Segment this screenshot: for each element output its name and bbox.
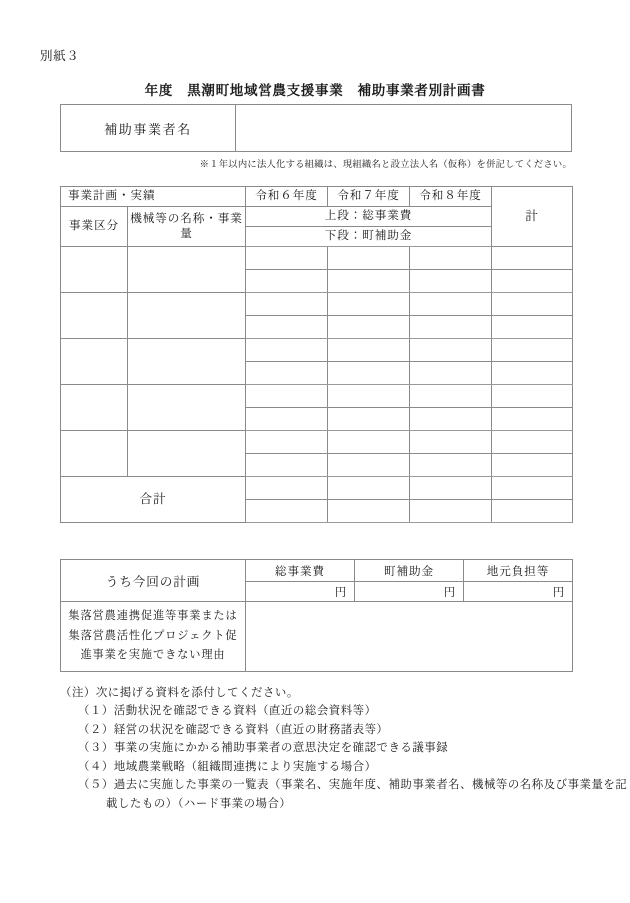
cell-lower-y1[interactable] (246, 316, 328, 339)
current-plan-label: うち今回の計画 (61, 560, 246, 602)
current-plan-value-total-cost[interactable]: 円 (246, 582, 355, 602)
header-year-1: 令和６年度 (246, 187, 328, 207)
table-sum-row (61, 477, 573, 500)
table-row (61, 339, 573, 362)
cell-lower-y2[interactable] (328, 270, 410, 293)
cell-lower-total[interactable] (492, 454, 573, 477)
cell-lower-y3[interactable] (410, 408, 492, 431)
note-item-5: （５）過去に実施した事業の一覧表（事業名、実施年度、補助事業者名、機械等の名称及び事業量を記 (78, 779, 628, 792)
cell-category[interactable] (61, 431, 128, 477)
cell-upper-y2[interactable] (328, 293, 410, 316)
cell-upper-y1[interactable] (246, 431, 328, 454)
cell-upper-y1[interactable] (246, 385, 328, 408)
sum-lower-y2[interactable] (328, 500, 410, 523)
page-title: 年度 黒潮町地域営農支援事業 補助事業者別計画書 (144, 83, 486, 98)
applicant-name-input[interactable] (236, 105, 571, 151)
sum-upper-total[interactable] (492, 477, 573, 500)
document-label: 別紙３ (40, 49, 80, 63)
applicant-note: ※１年以内に法人化する組織は、現組織名と設立法人名（仮称）を併記してください。 (199, 160, 572, 170)
plan-results-table (60, 186, 573, 523)
cell-lower-y3[interactable] (410, 362, 492, 385)
cell-upper-y2[interactable] (328, 385, 410, 408)
cell-upper-y2[interactable] (328, 431, 410, 454)
table-row (61, 293, 573, 316)
table-row (61, 431, 573, 454)
header-plan-title: 事業計画・実績 (61, 187, 246, 207)
applicant-name-box (60, 104, 572, 152)
header-total: 計 (492, 187, 573, 247)
reason-label: 集落営農連携促進等事業または集落営農活性化プロジェクト促進事業を実施できない理由 (61, 602, 246, 672)
cell-category[interactable] (61, 293, 128, 339)
note-item-5-continuation: 載したもの）（ハード事業の場合） (106, 797, 292, 810)
sum-label: 合計 (61, 477, 246, 523)
note-item-2: （２）経営の状況を確認できる資料（直近の財務諸表等） (78, 723, 389, 736)
cell-upper-y2[interactable] (328, 339, 410, 362)
reason-row (61, 602, 573, 672)
current-plan-table (60, 559, 573, 672)
cell-lower-y1[interactable] (246, 408, 328, 431)
cell-upper-y3[interactable] (410, 385, 492, 408)
cell-upper-total[interactable] (492, 339, 573, 362)
table-row (61, 385, 573, 408)
cell-upper-total[interactable] (492, 385, 573, 408)
cell-lower-y1[interactable] (246, 362, 328, 385)
cell-lower-y1[interactable] (246, 454, 328, 477)
cell-lower-y1[interactable] (246, 270, 328, 293)
sum-lower-y3[interactable] (410, 500, 492, 523)
notes-heading: （注）次に掲げる資料を添付してください。 (60, 687, 299, 699)
header-year-3: 令和８年度 (410, 187, 492, 207)
sum-upper-y2[interactable] (328, 477, 410, 500)
cell-upper-total[interactable] (492, 247, 573, 270)
note-item-3: （３）事業の実施にかかる補助事業者の意思決定を確認できる議事録 (78, 742, 449, 755)
cell-lower-y2[interactable] (328, 316, 410, 339)
cell-lower-total[interactable] (492, 362, 573, 385)
cell-upper-total[interactable] (492, 431, 573, 454)
cell-lower-y2[interactable] (328, 454, 410, 477)
current-plan-value-local-burden[interactable]: 円 (464, 582, 573, 602)
header-upper-row-note: 上段：総事業費 (246, 207, 492, 227)
cell-upper-y3[interactable] (410, 339, 492, 362)
cell-category[interactable] (61, 247, 128, 293)
current-plan-col-total-cost: 総事業費 (246, 560, 355, 582)
cell-upper-y1[interactable] (246, 339, 328, 362)
current-plan-header-row (61, 560, 573, 582)
header-category: 事業区分 (61, 207, 128, 247)
current-plan-col-town-subsidy: 町補助金 (355, 560, 464, 582)
cell-upper-y3[interactable] (410, 247, 492, 270)
current-plan-col-local-burden: 地元負担等 (464, 560, 573, 582)
reason-input[interactable] (246, 602, 573, 672)
cell-lower-y2[interactable] (328, 362, 410, 385)
cell-lower-y3[interactable] (410, 454, 492, 477)
sum-upper-y3[interactable] (410, 477, 492, 500)
cell-item[interactable] (128, 293, 246, 339)
sum-lower-total[interactable] (492, 500, 573, 523)
current-plan-value-town-subsidy[interactable]: 円 (355, 582, 464, 602)
cell-upper-y3[interactable] (410, 431, 492, 454)
cell-lower-total[interactable] (492, 316, 573, 339)
cell-upper-total[interactable] (492, 293, 573, 316)
table-header-row (61, 187, 573, 207)
cell-item[interactable] (128, 247, 246, 293)
cell-category[interactable] (61, 385, 128, 431)
cell-item[interactable] (128, 431, 246, 477)
cell-category[interactable] (61, 339, 128, 385)
cell-lower-y3[interactable] (410, 316, 492, 339)
cell-lower-y3[interactable] (410, 270, 492, 293)
header-lower-row-note: 下段：町補助金 (246, 227, 492, 247)
cell-lower-total[interactable] (492, 270, 573, 293)
cell-item[interactable] (128, 339, 246, 385)
notes-section (60, 684, 628, 813)
note-item-4: （４）地域農業戦略（組織間連携により実施する場合） (78, 760, 377, 773)
sum-upper-y1[interactable] (246, 477, 328, 500)
header-year-2: 令和７年度 (328, 187, 410, 207)
sum-lower-y1[interactable] (246, 500, 328, 523)
cell-upper-y3[interactable] (410, 293, 492, 316)
header-item: 機械等の名称・事業量 (128, 207, 246, 247)
cell-upper-y1[interactable] (246, 247, 328, 270)
note-item-1: （１）活動状況を確認できる資料（直近の総会資料等） (78, 705, 377, 718)
cell-upper-y1[interactable] (246, 293, 328, 316)
table-row (61, 247, 573, 270)
cell-lower-y2[interactable] (328, 408, 410, 431)
applicant-name-label: 補助事業者名 (61, 105, 236, 151)
cell-upper-y2[interactable] (328, 247, 410, 270)
cell-item[interactable] (128, 385, 246, 431)
cell-lower-total[interactable] (492, 408, 573, 431)
